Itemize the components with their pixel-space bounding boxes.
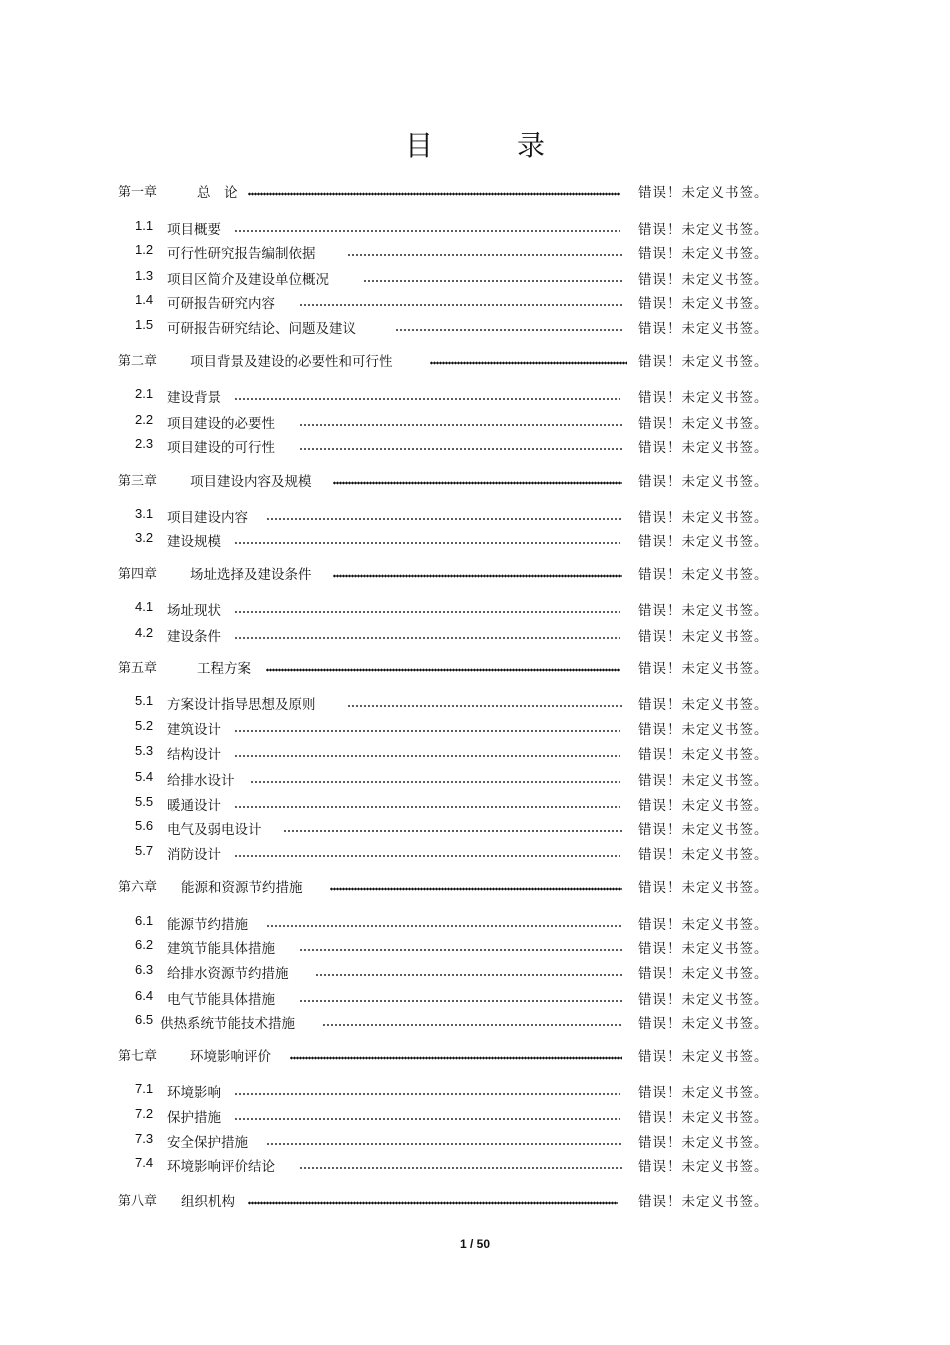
- toc-entry-page-ref: 错误！未定义书签。: [638, 773, 769, 789]
- dot-leader: [234, 628, 620, 640]
- toc-entry-number: 第五章: [118, 661, 158, 676]
- toc-entry-page-ref: 错误！未定义书签。: [638, 966, 769, 982]
- dot-leader: [347, 696, 624, 708]
- toc-entry-label: 工程方案: [197, 661, 251, 677]
- toc-entry-label: 可研报告研究内容: [167, 296, 275, 312]
- dot-leader: [234, 721, 620, 733]
- toc-entry-label: 给排水资源节约措施: [167, 966, 289, 982]
- toc-chapter-entry[interactable]: [0, 876, 950, 898]
- toc-entry-page-ref: 错误！未定义书签。: [638, 510, 769, 526]
- toc-section-entry[interactable]: [0, 292, 950, 314]
- dot-leader: [248, 184, 620, 196]
- dot-leader: [234, 797, 620, 809]
- toc-entry-number: 2.1: [135, 386, 154, 401]
- toc-entry-page-ref: 错误！未定义书签。: [638, 661, 769, 677]
- toc-entry-number: 6.2: [135, 937, 154, 952]
- toc-entry-page-ref: 错误！未定义书签。: [638, 534, 769, 550]
- toc-entry-label: 电气节能具体措施: [167, 992, 275, 1008]
- toc-entry-number: 1.5: [135, 317, 154, 332]
- dot-leader: [234, 746, 620, 758]
- dot-leader: [266, 509, 622, 521]
- toc-chapter-entry[interactable]: [0, 350, 950, 372]
- toc-entry-page-ref: 错误！未定义书签。: [638, 416, 769, 432]
- toc-section-entry[interactable]: [0, 218, 950, 240]
- toc-entry-label: 项目建设内容及规模: [190, 474, 312, 490]
- toc-entry-label: 环境影响: [167, 1085, 221, 1101]
- toc-entry-page-ref: 错误！未定义书签。: [638, 474, 769, 490]
- toc-entry-number: 第三章: [118, 474, 158, 489]
- toc-entry-page-ref: 错误！未定义书签。: [638, 880, 769, 896]
- dot-leader: [299, 295, 622, 307]
- toc-entry-number: 2.2: [135, 412, 154, 427]
- toc-chapter-entry[interactable]: [0, 657, 950, 679]
- toc-entry-number: 7.1: [135, 1081, 154, 1096]
- dot-leader: [333, 566, 622, 578]
- toc-entry-label: 建筑设计: [167, 722, 221, 738]
- toc-entry-page-ref: 错误！未定义书签。: [638, 321, 769, 337]
- toc-entry-number: 5.2: [135, 718, 154, 733]
- toc-entry-page-ref: 错误！未定义书签。: [638, 629, 769, 645]
- toc-entry-page-ref: 错误！未定义书签。: [638, 798, 769, 814]
- toc-entry-page-ref: 错误！未定义书签。: [638, 603, 769, 619]
- toc-entry-label: 总 论: [197, 185, 238, 201]
- toc-entry-label: 保护措施: [167, 1110, 221, 1126]
- toc-section-entry[interactable]: [0, 506, 950, 528]
- toc-entry-page-ref: 错误！未定义书签。: [638, 992, 769, 1008]
- toc-entry-page-ref: 错误！未定义书签。: [638, 1135, 769, 1151]
- toc-entry-number: 5.4: [135, 769, 154, 784]
- toc-entry-page-ref: 错误！未定义书签。: [638, 246, 769, 262]
- toc-entry-page-ref: 错误！未定义书签。: [638, 697, 769, 713]
- toc-entry-number: 1.2: [135, 242, 154, 257]
- dot-leader: [347, 245, 622, 257]
- toc-entry-label: 项目建设内容: [167, 510, 248, 526]
- toc-section-entry[interactable]: [0, 436, 950, 458]
- toc-section-entry[interactable]: [0, 988, 950, 1010]
- toc-entry-number: 7.3: [135, 1131, 154, 1146]
- dot-leader: [250, 772, 620, 784]
- toc-entry-page-ref: 错误！未定义书签。: [638, 390, 769, 406]
- toc-entry-number: 1.3: [135, 268, 154, 283]
- page-number: 1 / 50: [459, 1237, 491, 1251]
- toc-entry-label: 能源和资源节约措施: [181, 880, 303, 896]
- toc-entry-label: 建设条件: [167, 629, 221, 645]
- toc-entry-label: 能源节约措施: [167, 917, 248, 933]
- dot-leader: [299, 439, 622, 451]
- toc-section-entry[interactable]: [0, 818, 950, 840]
- toc-entry-page-ref: 错误！未定义书签。: [638, 847, 769, 863]
- toc-entry-label: 暖通设计: [167, 798, 221, 814]
- toc-section-entry[interactable]: [0, 1012, 950, 1034]
- toc-entry-number: 第二章: [118, 354, 158, 369]
- dot-leader: [266, 660, 620, 672]
- toc-section-entry[interactable]: [0, 625, 950, 647]
- dot-leader: [283, 821, 622, 833]
- toc-entry-page-ref: 错误！未定义书签。: [638, 1194, 769, 1210]
- toc-entry-number: 5.1: [135, 693, 154, 708]
- toc-entry-label: 场址现状: [167, 603, 221, 619]
- toc-entry-number: 3.2: [135, 530, 154, 545]
- toc-entry-label: 可行性研究报告编制依据: [167, 246, 316, 262]
- toc-section-entry[interactable]: [0, 1106, 950, 1128]
- toc-entry-number: 6.1: [135, 913, 154, 928]
- toc-entry-page-ref: 错误！未定义书签。: [638, 941, 769, 957]
- toc-chapter-entry[interactable]: [0, 181, 950, 203]
- toc-chapter-entry[interactable]: [0, 470, 950, 492]
- toc-entry-page-ref: 错误！未定义书签。: [638, 1085, 769, 1101]
- dot-leader: [234, 389, 620, 401]
- toc-entry-number: 6.4: [135, 988, 154, 1003]
- dot-leader: [315, 965, 622, 977]
- toc-entry-page-ref: 错误！未定义书签。: [638, 1016, 769, 1032]
- toc-section-entry[interactable]: [0, 1081, 950, 1103]
- toc-entry-label: 电气及弱电设计: [167, 822, 262, 838]
- toc-entry-number: 第六章: [118, 880, 158, 895]
- toc-section-entry[interactable]: [0, 794, 950, 816]
- toc-section-entry[interactable]: [0, 937, 950, 959]
- toc-section-entry[interactable]: [0, 743, 950, 765]
- dot-leader: [234, 1109, 620, 1121]
- dot-leader: [234, 533, 620, 545]
- toc-section-entry[interactable]: [0, 1155, 950, 1177]
- toc-entry-number: 5.6: [135, 818, 154, 833]
- toc-section-entry[interactable]: [0, 1131, 950, 1153]
- toc-section-entry[interactable]: [0, 769, 950, 791]
- dot-leader: [234, 602, 620, 614]
- dot-leader: [234, 1084, 620, 1096]
- toc-section-entry[interactable]: [0, 317, 950, 339]
- toc-entry-number: 第四章: [118, 567, 158, 582]
- toc-entry-page-ref: 错误！未定义书签。: [638, 1159, 769, 1175]
- dot-leader: [234, 221, 620, 233]
- toc-section-entry[interactable]: [0, 268, 950, 290]
- toc-entry-label: 给排水设计: [167, 773, 235, 789]
- toc-entry-page-ref: 错误！未定义书签。: [638, 222, 769, 238]
- toc-section-entry[interactable]: [0, 599, 950, 621]
- toc-section-entry[interactable]: [0, 718, 950, 740]
- toc-entry-page-ref: 错误！未定义书签。: [638, 272, 769, 288]
- toc-entry-label: 方案设计指导思想及原则: [167, 697, 316, 713]
- toc-entry-label: 环境影响评价结论: [167, 1159, 275, 1175]
- dot-leader: [299, 415, 622, 427]
- toc-entry-page-ref: 错误！未定义书签。: [638, 1110, 769, 1126]
- toc-entry-number: 6.3: [135, 962, 154, 977]
- toc-entry-number: 6.5: [135, 1012, 154, 1027]
- toc-entry-number: 4.2: [135, 625, 154, 640]
- toc-entry-page-ref: 错误！未定义书签。: [638, 354, 769, 370]
- toc-entry-page-ref: 错误！未定义书签。: [638, 822, 769, 838]
- dot-leader: [330, 879, 622, 891]
- toc-entry-number: 1.1: [135, 218, 154, 233]
- dot-leader: [333, 473, 622, 485]
- toc-entry-label: 场址选择及建设条件: [190, 567, 312, 583]
- toc-entry-label: 项目建设的必要性: [167, 416, 275, 432]
- toc-entry-page-ref: 错误！未定义书签。: [638, 1049, 769, 1065]
- toc-entry-page-ref: 错误！未定义书签。: [638, 567, 769, 583]
- toc-entry-number: 1.4: [135, 292, 154, 307]
- toc-entry-label: 项目区简介及建设单位概况: [167, 272, 329, 288]
- toc-entry-label: 建设规模: [167, 534, 221, 550]
- dot-leader: [395, 320, 624, 332]
- dot-leader: [248, 1193, 618, 1205]
- toc-entry-number: 4.1: [135, 599, 154, 614]
- toc-entry-number: 3.1: [135, 506, 154, 521]
- toc-entry-number: 7.4: [135, 1155, 154, 1170]
- dot-leader: [234, 846, 620, 858]
- toc-entry-label: 可研报告研究结论、问题及建议: [167, 321, 356, 337]
- toc-entry-label: 供热系统节能技术措施: [160, 1016, 295, 1032]
- dot-leader: [299, 940, 622, 952]
- toc-entry-number: 2.3: [135, 436, 154, 451]
- toc-entry-page-ref: 错误！未定义书签。: [638, 722, 769, 738]
- dot-leader: [322, 1015, 622, 1027]
- toc-entry-label: 项目建设的可行性: [167, 440, 275, 456]
- toc-entry-page-ref: 错误！未定义书签。: [638, 440, 769, 456]
- dot-leader: [430, 353, 627, 365]
- dot-leader: [290, 1048, 622, 1060]
- toc-entry-number: 7.2: [135, 1106, 154, 1121]
- toc-entry-page-ref: 错误！未定义书签。: [638, 296, 769, 312]
- toc-entry-number: 第一章: [118, 185, 158, 200]
- toc-entry-number: 5.5: [135, 794, 154, 809]
- toc-chapter-entry[interactable]: [0, 1045, 950, 1067]
- toc-entry-number: 5.3: [135, 743, 154, 758]
- toc-chapter-entry[interactable]: [0, 1190, 950, 1212]
- toc-chapter-entry[interactable]: [0, 563, 950, 585]
- toc-entry-number: 第八章: [118, 1194, 158, 1209]
- toc-entry-label: 项目背景及建设的必要性和可行性: [190, 354, 393, 370]
- toc-section-entry[interactable]: [0, 962, 950, 984]
- toc-section-entry[interactable]: [0, 530, 950, 552]
- toc-section-entry[interactable]: [0, 693, 950, 715]
- dot-leader: [363, 271, 622, 283]
- toc-entry-label: 项目概要: [167, 222, 221, 238]
- toc-entry-page-ref: 错误！未定义书签。: [638, 917, 769, 933]
- toc-entry-label: 安全保护措施: [167, 1135, 248, 1151]
- toc-entry-label: 建设背景: [167, 390, 221, 406]
- dot-leader: [299, 991, 622, 1003]
- toc-section-entry[interactable]: [0, 913, 950, 935]
- toc-entry-label: 结构设计: [167, 747, 221, 763]
- toc-entry-label: 环境影响评价: [190, 1049, 271, 1065]
- toc-entry-label: 消防设计: [167, 847, 221, 863]
- dot-leader: [266, 916, 622, 928]
- toc-entry-label: 建筑节能具体措施: [167, 941, 275, 957]
- toc-entry-page-ref: 错误！未定义书签。: [638, 747, 769, 763]
- dot-leader: [299, 1158, 622, 1170]
- toc-entry-label: 组织机构: [181, 1194, 235, 1210]
- toc-entry-number: 5.7: [135, 843, 154, 858]
- toc-section-entry[interactable]: [0, 412, 950, 434]
- toc-section-entry[interactable]: [0, 386, 950, 408]
- toc-section-entry[interactable]: [0, 843, 950, 865]
- toc-section-entry[interactable]: [0, 242, 950, 264]
- toc-entry-page-ref: 错误！未定义书签。: [638, 185, 769, 201]
- dot-leader: [266, 1134, 622, 1146]
- toc-entry-number: 第七章: [118, 1049, 158, 1064]
- page-title: 目 录: [404, 129, 573, 162]
